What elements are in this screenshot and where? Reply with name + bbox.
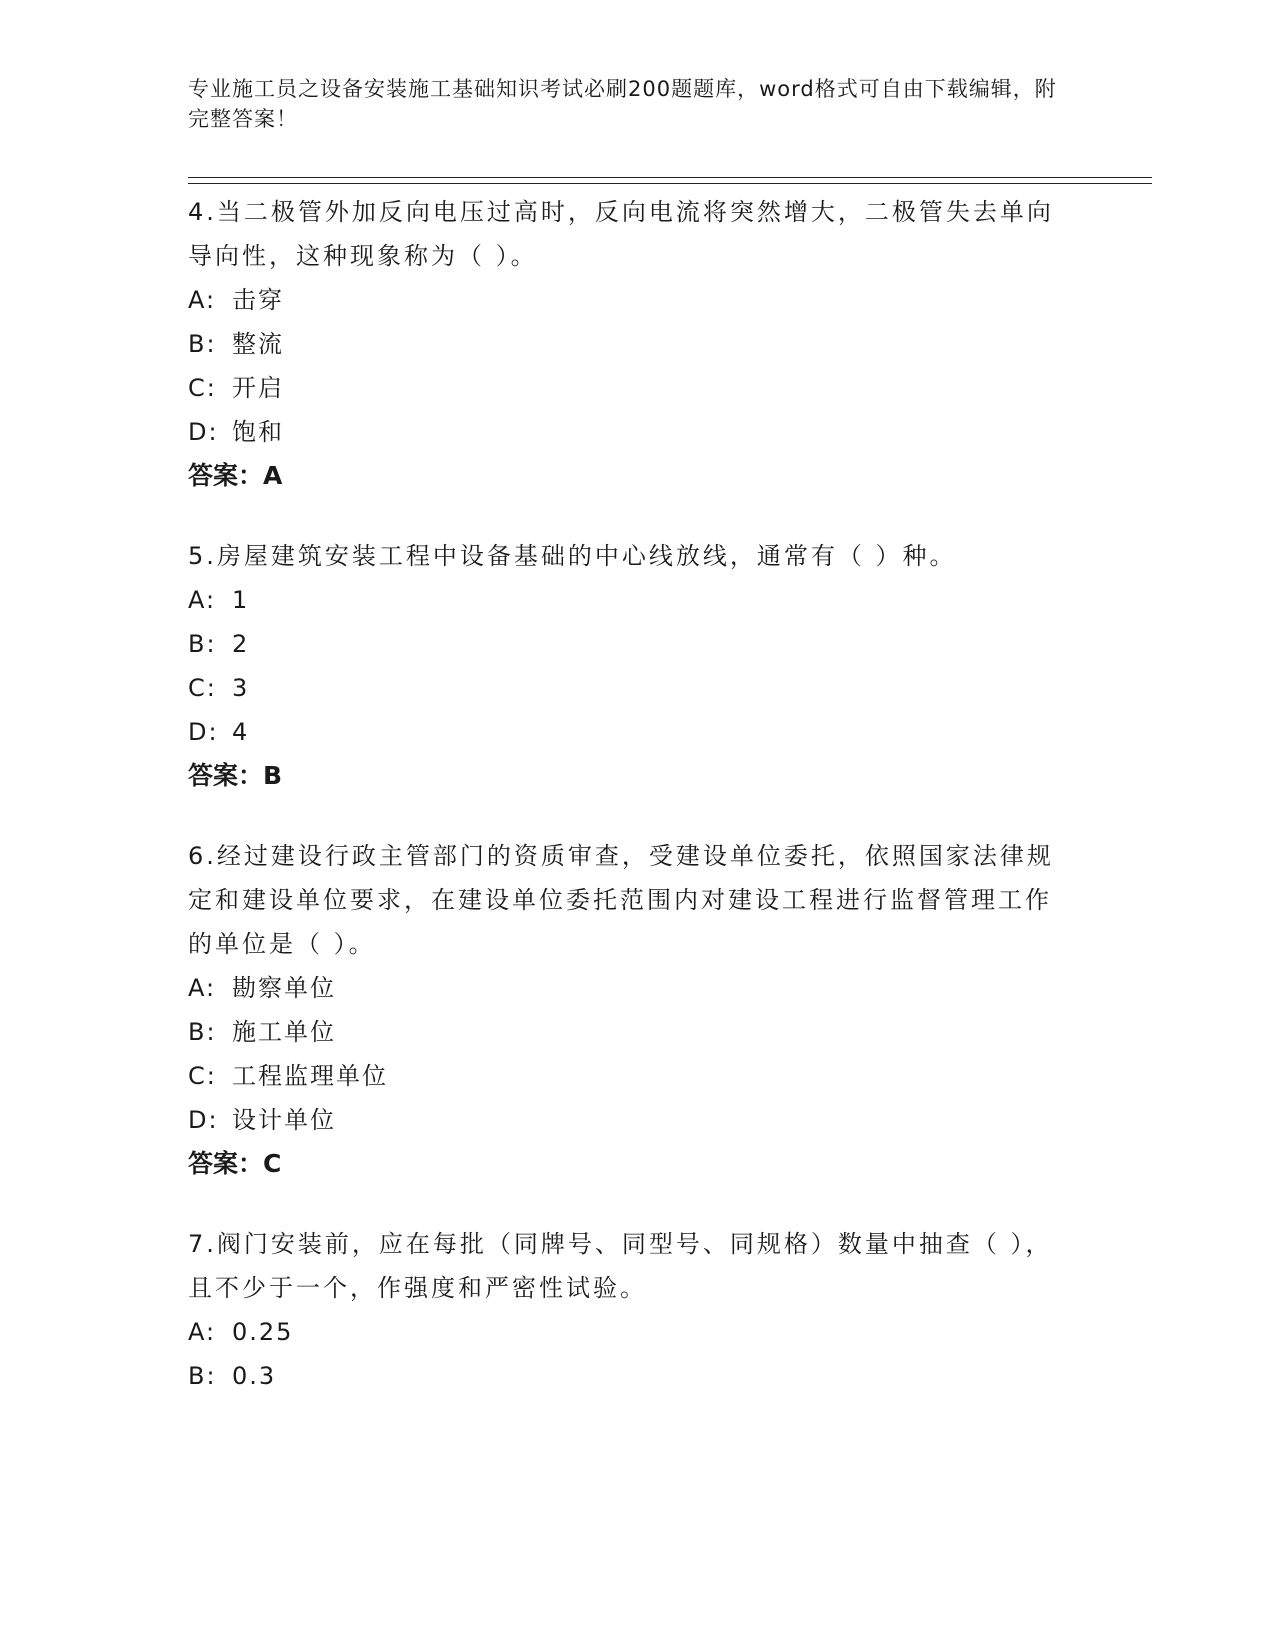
option-text: 4 [232, 718, 250, 746]
question-5 [188, 534, 1068, 798]
option-text: 3 [232, 674, 250, 702]
header-divider-bottom [188, 183, 1152, 184]
option-text: 击穿 [232, 286, 284, 314]
option-b [188, 1010, 1068, 1054]
option-d [188, 410, 1068, 454]
option-text: 整流 [232, 330, 284, 358]
option-a [188, 966, 1068, 1010]
option-key: B: [188, 1018, 217, 1046]
option-text: 饱和 [232, 418, 284, 446]
option-text: 设计单位 [232, 1106, 336, 1134]
question-text: 5.房屋建筑安装工程中设备基础的中心线放线，通常有（ ）种。 [188, 542, 957, 570]
option-a [188, 1310, 1068, 1354]
option-key: D: [188, 718, 219, 746]
option-b [188, 322, 1068, 366]
question-list [188, 190, 1068, 1434]
document-header: 专业施工员之设备安装施工基础知识考试必刷200题题库，word格式可自由下载编辑，附完整答案！ [188, 77, 1057, 131]
question-6 [188, 834, 1068, 1186]
option-key: B: [188, 1362, 217, 1390]
option-c [188, 1054, 1068, 1098]
question-text: 6.经过建设行政主管部门的资质审查，受建设单位委托，依照国家法律规定和建设单位要求，在建设单位委托范围内对建设工程进行监督管理工作的单位是（ ）。 [188, 842, 1054, 958]
option-text: 勘察单位 [232, 974, 336, 1002]
option-c [188, 366, 1068, 410]
option-b [188, 622, 1068, 666]
option-a [188, 278, 1068, 322]
option-key: C: [188, 674, 217, 702]
option-d [188, 710, 1068, 754]
option-key: D: [188, 418, 219, 446]
option-text: 0.3 [232, 1362, 277, 1390]
option-text: 1 [232, 586, 250, 614]
header-divider-top [188, 177, 1152, 178]
option-key: D: [188, 1106, 219, 1134]
option-d [188, 1098, 1068, 1142]
option-key: A: [188, 586, 217, 614]
option-a [188, 578, 1068, 622]
answer-label: 答案：C [188, 1149, 282, 1178]
question-7 [188, 1222, 1068, 1398]
option-key: C: [188, 1062, 217, 1090]
answer-label: 答案：B [188, 761, 283, 790]
option-text: 2 [232, 630, 250, 658]
option-b [188, 1354, 1068, 1398]
option-key: A: [188, 974, 217, 1002]
option-text: 工程监理单位 [232, 1062, 388, 1090]
option-key: B: [188, 630, 217, 658]
option-key: A: [188, 286, 217, 314]
option-text: 施工单位 [232, 1018, 336, 1046]
option-key: B: [188, 330, 217, 358]
question-text: 7.阀门安装前，应在每批（同牌号、同型号、同规格）数量中抽查（ ），且不少于一个，作强度和严密性试验。 [188, 1230, 1053, 1302]
question-text: 4.当二极管外加反向电压过高时，反向电流将突然增大，二极管失去单向导向性，这种现象称为（ ）。 [188, 198, 1054, 270]
option-c [188, 666, 1068, 710]
option-text: 开启 [232, 374, 284, 402]
answer-label: 答案：A [188, 461, 283, 490]
option-key: C: [188, 374, 217, 402]
option-text: 0.25 [232, 1318, 294, 1346]
question-4 [188, 190, 1068, 498]
option-key: A: [188, 1318, 217, 1346]
